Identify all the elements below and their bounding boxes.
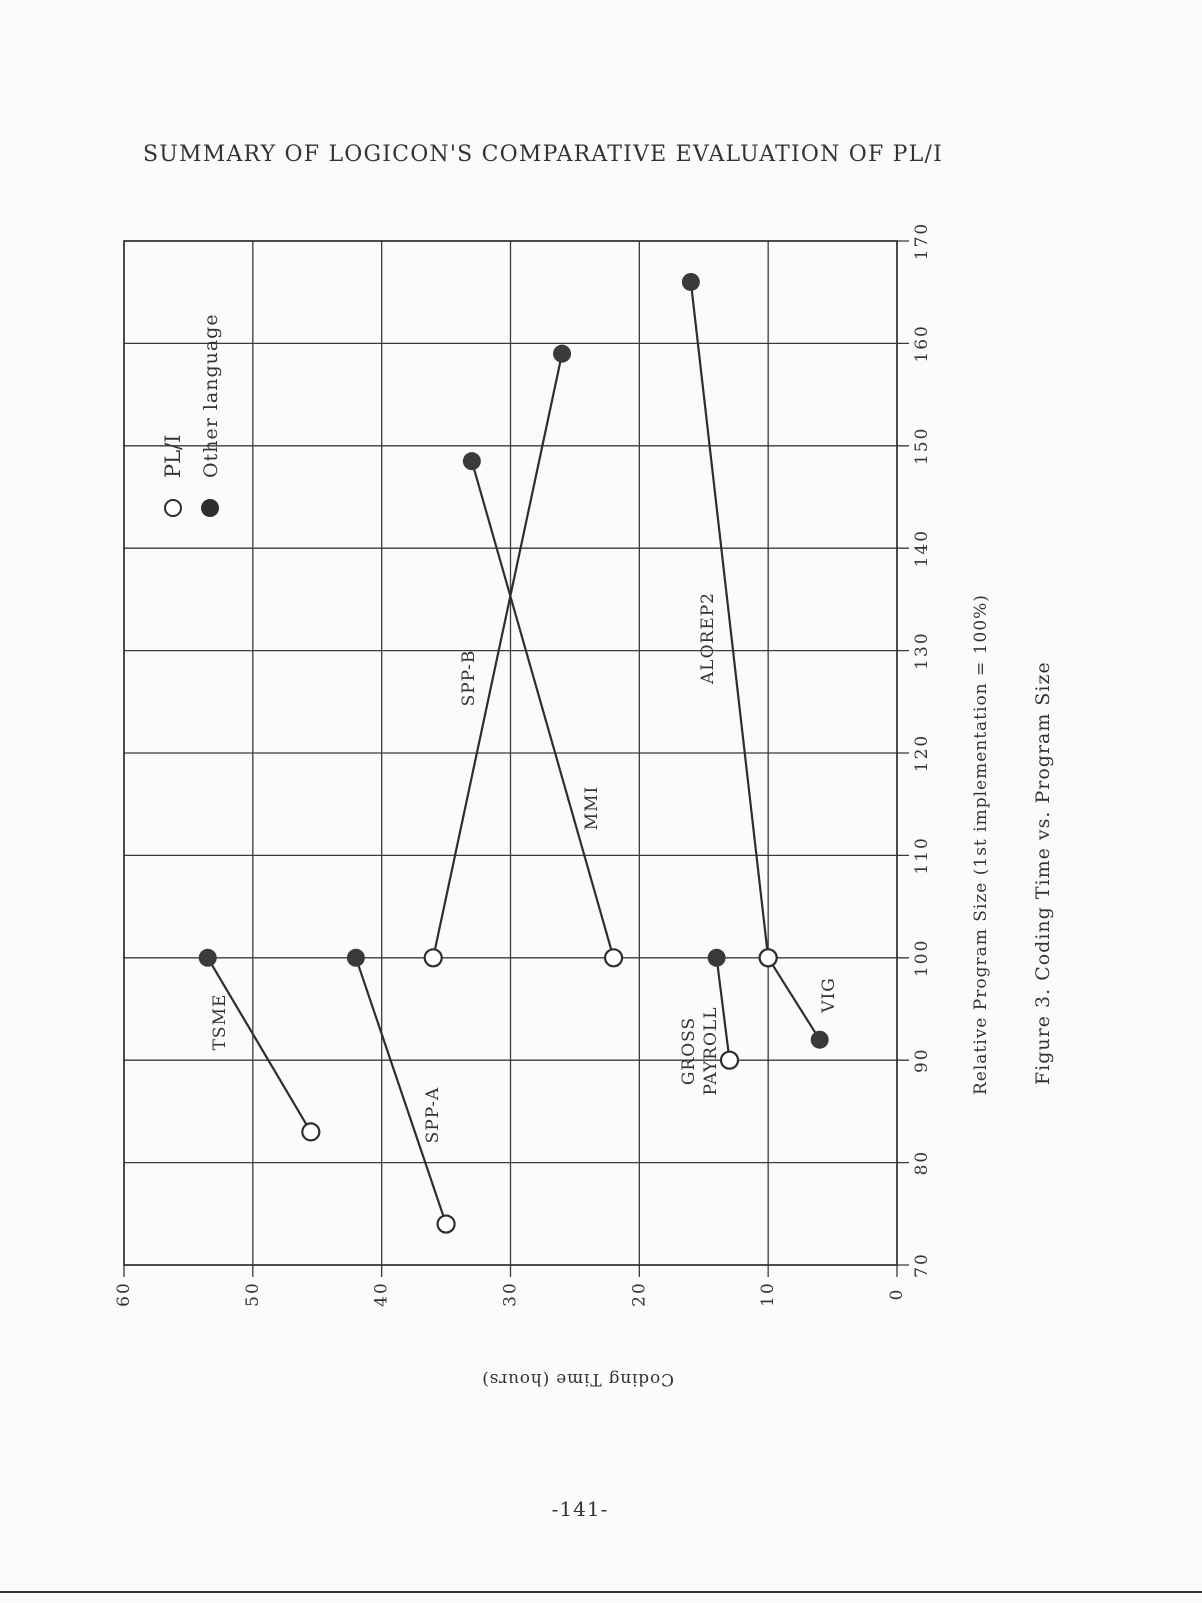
page-number: -141- [551, 1497, 609, 1521]
page-title: SUMMARY OF LOGICON'S COMPARATIVE EVALUATION OF PL/I [143, 142, 943, 167]
series-label-spp-b: SPP-B [459, 649, 479, 707]
marker-spp-a-other [347, 949, 365, 967]
legend-other-label: Other language [200, 313, 222, 478]
y-tick-label-10: 10 [758, 1281, 779, 1307]
x-tick-label-130: 130 [912, 631, 932, 670]
y-tick-label-50: 50 [242, 1281, 263, 1307]
x-tick-label-120: 120 [912, 733, 932, 773]
series-line-spp-b [433, 354, 562, 958]
marker-vig-pl1 [760, 949, 777, 966]
series-label-alorep2: ALOREP2 [698, 592, 718, 684]
y-tick-label-20: 20 [629, 1281, 650, 1307]
x-tick-label-150: 150 [912, 426, 932, 466]
x-tick-label-90: 90 [912, 1047, 932, 1074]
marker-spp-b-other [553, 345, 571, 363]
legend-pl1-marker [165, 500, 181, 516]
y-tick-label-40: 40 [371, 1281, 392, 1307]
x-tick-label-80: 80 [912, 1149, 932, 1176]
y-tick-labels [114, 1281, 907, 1307]
y-tick-label-60: 60 [114, 1281, 134, 1307]
legend-other-marker [201, 499, 219, 517]
chart-grid [124, 241, 909, 1277]
figure-caption: Figure 3. Coding Time vs. Program Size [1032, 661, 1054, 1085]
x-tick-label-110: 110 [912, 836, 932, 875]
series-line-mmi [472, 461, 614, 958]
x-tick-label-160: 160 [912, 324, 932, 363]
series-label-spp-a: SPP-A [423, 1086, 443, 1144]
marker-mmi-pl1 [605, 949, 622, 966]
marker-tsme-other [199, 949, 217, 967]
x-tick-label-170: 170 [912, 221, 932, 261]
marker-mmi-other [463, 452, 481, 470]
series-label-vig: VIG [819, 977, 839, 1013]
series-line-vig [768, 958, 820, 1040]
series-label-mmi: MMI [582, 785, 602, 831]
marker-spp-b-pl1 [425, 949, 442, 966]
x-tick-labels [912, 222, 932, 1278]
marker-gross-payroll-other [708, 949, 726, 967]
marker-spp-a-pl1 [438, 1216, 455, 1233]
bottom-rule [0, 1591, 1202, 1593]
marker-alorep2-other [682, 273, 700, 291]
legend-pl1-label: PL/I [161, 434, 185, 478]
x-tick-label-70: 70 [912, 1252, 932, 1278]
marker-vig-other [811, 1031, 829, 1049]
marker-tsme-pl1 [302, 1123, 319, 1140]
x-tick-label-100: 100 [912, 938, 932, 978]
x-tick-label-140: 140 [912, 528, 932, 568]
series-label-gross-payroll-1: PAYROLL [701, 1006, 721, 1096]
y-tick-label-0: 0 [887, 1287, 907, 1301]
y-tick-label-30: 30 [500, 1281, 521, 1307]
series-label-tsme: TSME [210, 993, 230, 1051]
y-axis-label: Coding Time (hours) [481, 1369, 674, 1389]
x-axis-label: Relative Program Size (1st implementation = 100%) [971, 594, 991, 1095]
series-label-gross-payroll-0: GROSS [679, 1016, 699, 1086]
marker-gross-payroll-pl1 [721, 1052, 738, 1069]
